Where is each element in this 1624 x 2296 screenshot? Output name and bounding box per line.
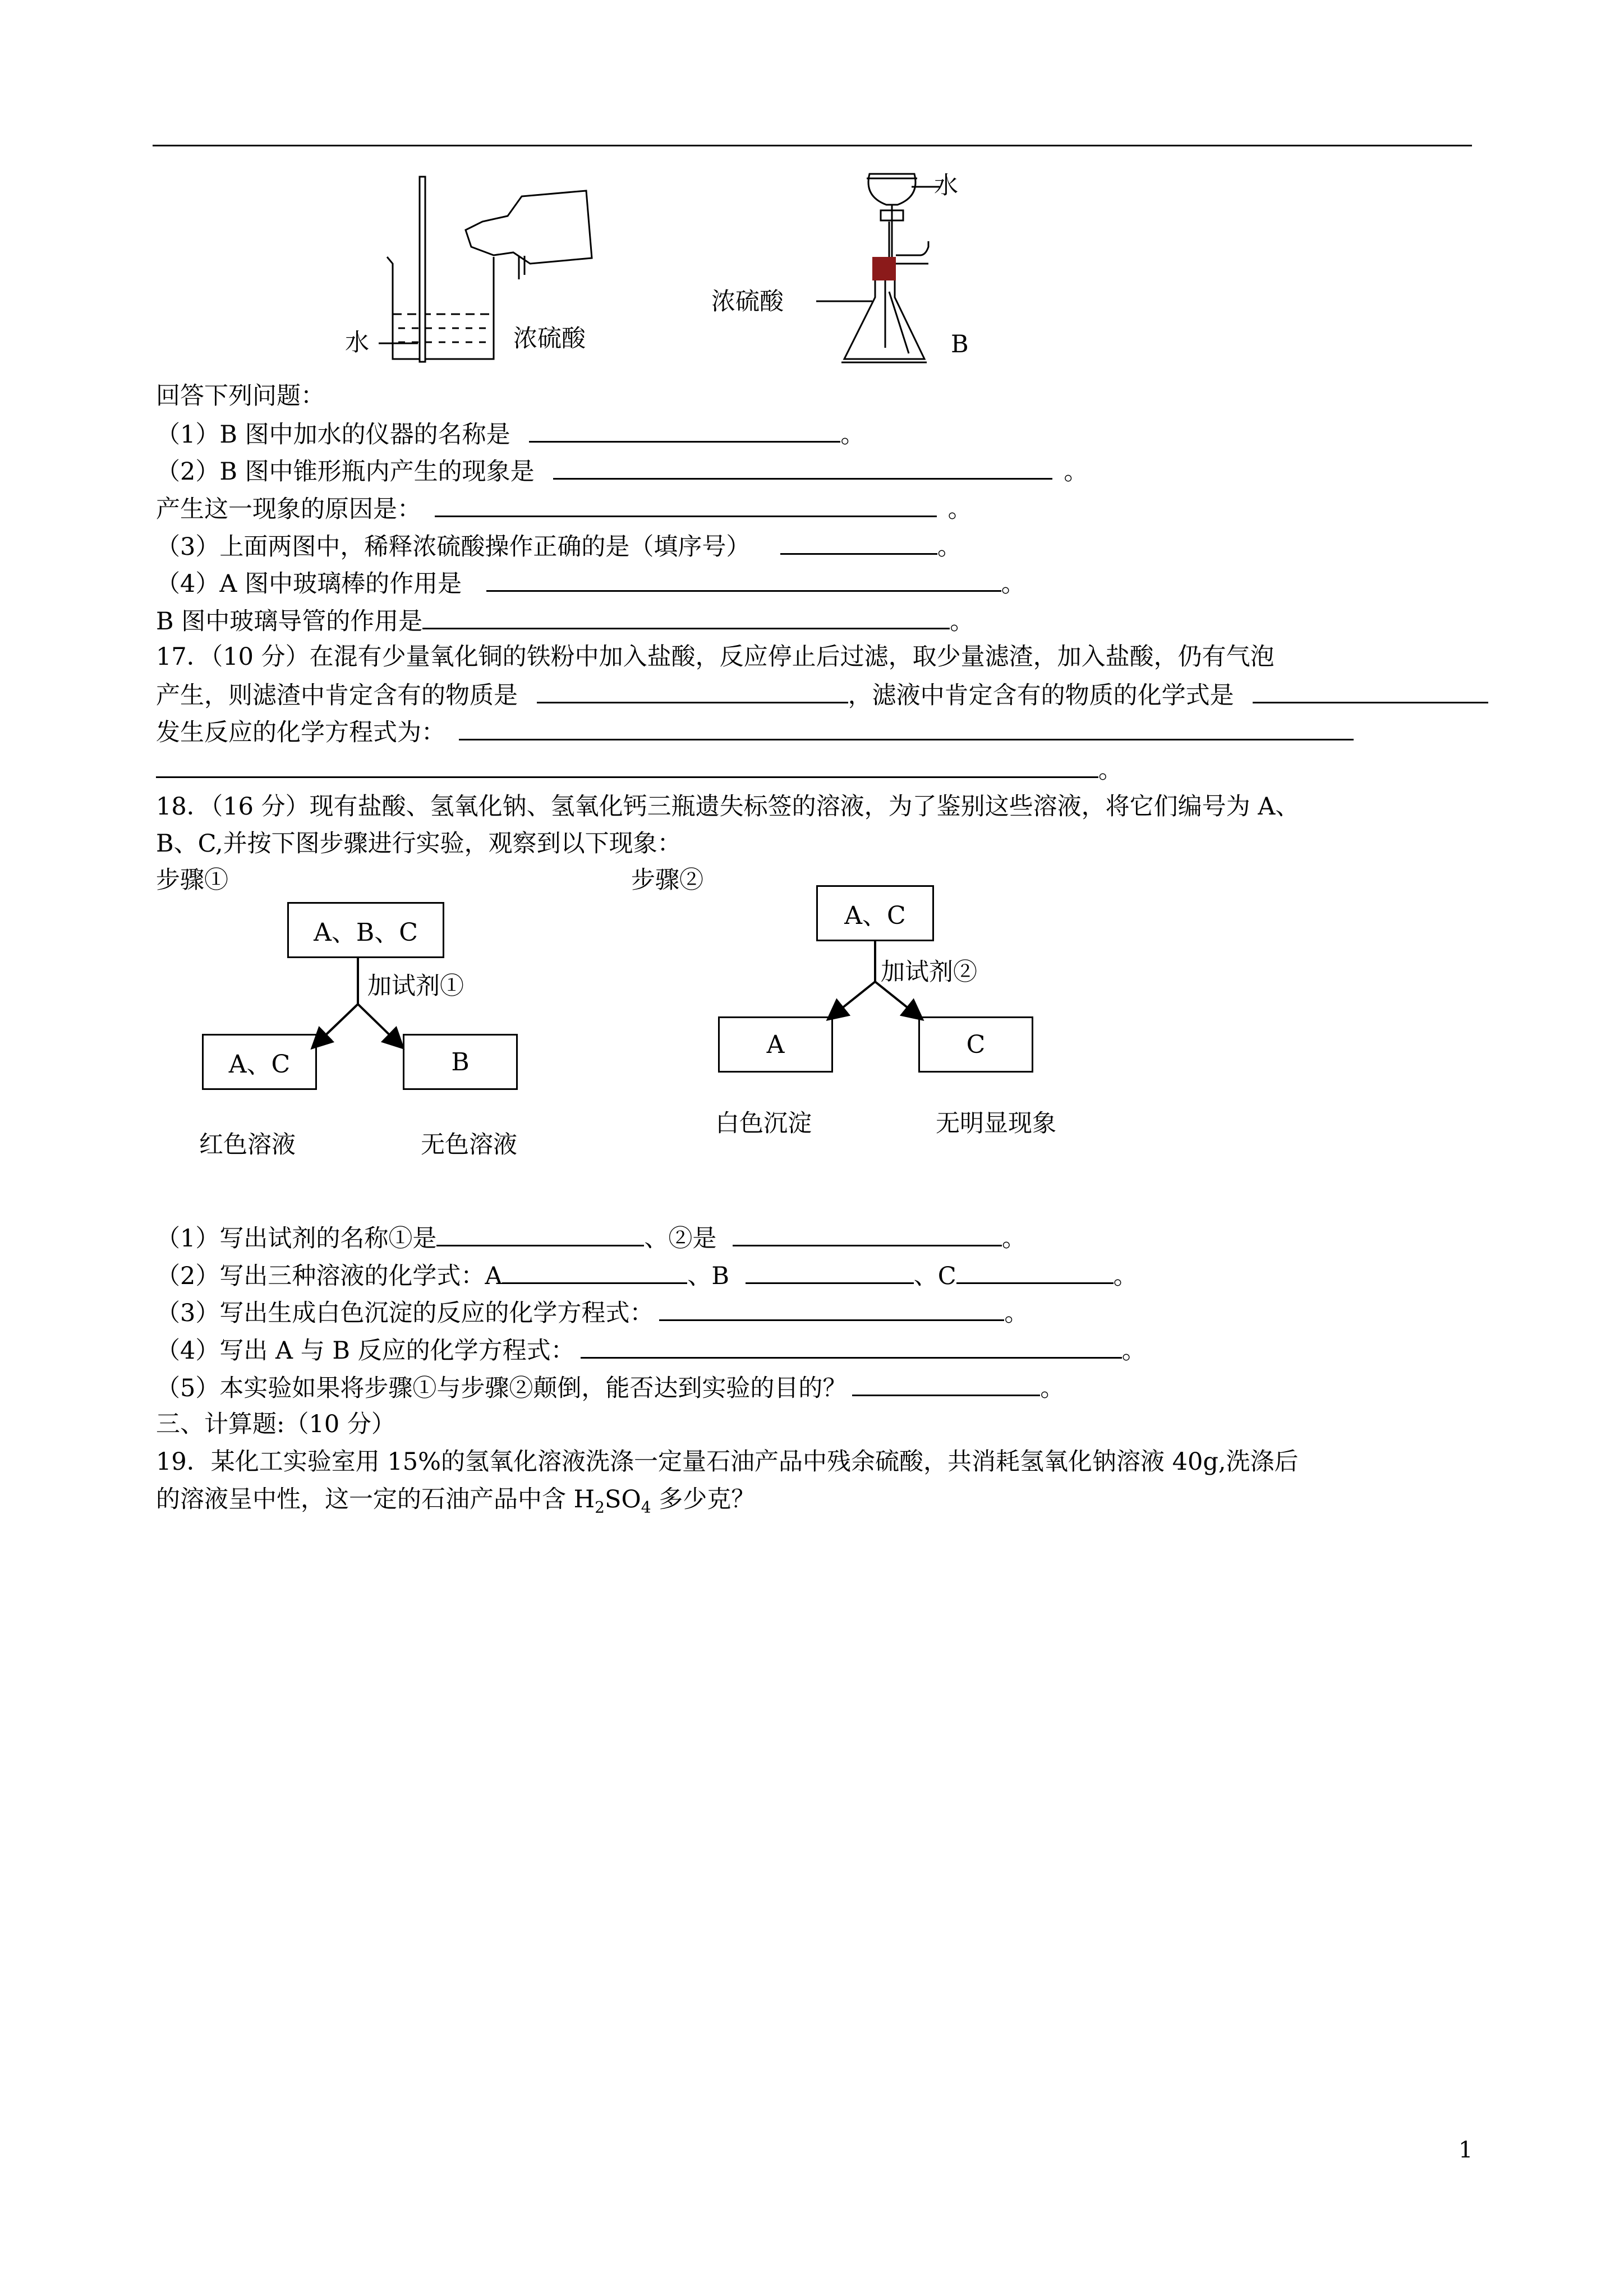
question-text: （4）写出 A 与 B 反应的化学方程式： (156, 1337, 575, 1365)
step2-reagent: 加试剂② (881, 958, 977, 986)
step1-label: 步骤① (156, 866, 228, 894)
answer-blank[interactable] (746, 1263, 914, 1284)
question-18-line2: B、C,并按下图步骤进行实验，观察到以下现象： (156, 830, 682, 858)
period: 。 (1001, 570, 1025, 598)
question-text: （1）B 图中加水的仪器的名称是 (156, 421, 510, 449)
step2-label: 步骤② (631, 866, 703, 894)
answer-blank[interactable] (956, 1263, 1114, 1284)
answer-blank[interactable] (659, 1300, 1004, 1321)
question-19-line1: 19．某化工实验室用 15%的氢氧化溶液洗涤一定量石油产品中残余硫酸，共消耗氢氧化钠溶液 40g,洗涤后 (156, 1448, 1299, 1476)
label-flask-b: B (951, 330, 969, 358)
question-text: ，滤液中肯定含有的物质的化学式是 (848, 682, 1234, 710)
question-text: 、C (913, 1262, 956, 1290)
question-text: （3）写出生成白色沉淀的反应的化学方程式： (156, 1299, 654, 1327)
question-text: 产生这一现象的原因是： (156, 495, 421, 523)
subscript: 4 (641, 1498, 651, 1517)
label-acid-a: 浓硫酸 (513, 325, 586, 353)
sub-question-3 (156, 1300, 1028, 1326)
period: 。 (947, 495, 972, 523)
step1-left-box: A、C (202, 1034, 317, 1090)
step2-right-box: C (918, 1016, 1033, 1073)
answer-blank[interactable] (502, 1263, 687, 1284)
step1-right-observation: 无色溶液 (421, 1131, 517, 1159)
question-text: （1）写出试剂的名称①是 (156, 1225, 437, 1253)
intro-line: 回答下列问题： (156, 382, 325, 410)
question-text: 发生反应的化学方程式为： (156, 719, 445, 747)
sub-question-1 (156, 1226, 1026, 1251)
question-19-line2 (156, 1485, 756, 1517)
question-text: （3）上面两图中，稀释浓硫酸操作正确的是（填序号） (156, 533, 751, 561)
period: 。 (840, 421, 865, 449)
step2-left-box: A (718, 1016, 833, 1073)
step1-top-box: A、B、C (287, 902, 444, 958)
answer-blank[interactable] (852, 1375, 1040, 1396)
question-text: 多少克？ (651, 1485, 756, 1513)
answer-blank[interactable] (581, 1338, 1122, 1359)
period: 。 (1098, 756, 1122, 784)
period: 。 (1004, 1299, 1029, 1327)
step1-reagent: 加试剂① (367, 972, 464, 1000)
subscript: 2 (595, 1498, 605, 1517)
period: 。 (1040, 1374, 1065, 1402)
label-water-b: 水 (934, 172, 958, 200)
step2-top-box: A、C (816, 885, 934, 941)
question-text: （4）A 图中玻璃棒的作用是 (156, 570, 462, 598)
answer-blank[interactable] (436, 1226, 644, 1246)
period: 。 (950, 608, 974, 636)
period: 。 (1002, 1225, 1027, 1253)
question-text: 的溶液呈中性，这一定的石油产品中含 H (156, 1485, 595, 1513)
section-3-heading: 三、计算题:（10 分） (156, 1410, 395, 1438)
period: 。 (937, 533, 962, 561)
period: 。 (1064, 458, 1088, 486)
period: 。 (1113, 1262, 1138, 1290)
question-text: B 图中玻璃导管的作用是 (156, 608, 423, 636)
label-acid-b: 浓硫酸 (711, 288, 784, 316)
sub-question-5 (156, 1375, 1064, 1401)
question-text: （2）B 图中锥形瓶内产生的现象是 (156, 458, 535, 486)
question-text: 产生，则滤渣中肯定含有的物质是 (156, 682, 518, 710)
step1-left-observation: 红色溶液 (199, 1131, 296, 1159)
question-text: （2）写出三种溶液的化学式：A (156, 1262, 503, 1290)
sub-question-2 (156, 1263, 1138, 1289)
period: 。 (1121, 1337, 1146, 1365)
question-18-line1: 18．（16 分）现有盐酸、氢氧化钠、氢氧化钙三瓶遗失标签的溶液，为了鉴别这些溶液，将它们编号为 A、 (156, 793, 1300, 821)
question-text: 、②是 (644, 1225, 717, 1253)
sub-question-4 (156, 1338, 1146, 1363)
question-text: （5）本实验如果将步骤①与步骤②颠倒，能否达到实验的目的？ (156, 1374, 847, 1402)
step2-left-observation: 白色沉淀 (715, 1110, 812, 1138)
step2-right-observation: 无明显现象 (936, 1110, 1056, 1138)
label-water-a: 水 (345, 329, 369, 357)
question-text: SO (605, 1485, 641, 1513)
question-17-line1: 17．（10 分）在混有少量氧化铜的铁粉中加入盐酸，反应停止后过滤，取少量滤渣，加入盐酸，仍有气泡 (156, 643, 1275, 671)
step1-right-box: B (403, 1034, 518, 1090)
page-number: 1 (1459, 2137, 1473, 2163)
answer-blank[interactable] (733, 1226, 1002, 1246)
question-text: 、B (687, 1262, 730, 1290)
